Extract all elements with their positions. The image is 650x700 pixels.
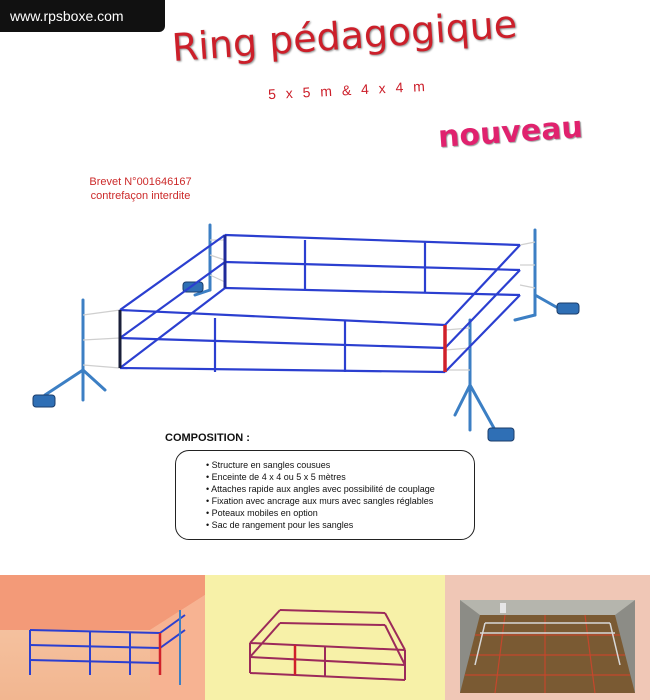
rope-right-top [445, 245, 520, 325]
site-url-badge[interactable]: www.rpsboxe.com [0, 0, 165, 32]
composition-item: • Fixation avec ancrage aux murs avec sangles réglables [206, 495, 464, 507]
page-title: Ring pédagogique [170, 1, 519, 70]
composition-item: • Attaches rapide aux angles avec possibilité de couplage [206, 483, 464, 495]
rope-back-top [225, 235, 520, 245]
composition-heading: COMPOSITION : [165, 432, 250, 444]
composition-list [206, 459, 464, 531]
ring-illustration [25, 220, 585, 450]
rope-right-low [445, 295, 520, 372]
composition-item: • Poteaux mobiles en option [206, 507, 464, 519]
rope-right-mid [445, 270, 520, 348]
composition-item: • Structure en sangles cousues [206, 459, 464, 471]
patent-number: Brevet N°001646167 [89, 176, 192, 188]
rope-front-mid [120, 338, 445, 348]
rope-back-mid [225, 262, 520, 270]
patent-warning: contrefaçon interdite [90, 190, 191, 202]
photo-ring-yellow-background [205, 575, 445, 700]
composition-box [175, 450, 475, 540]
photo-ring-room-render [445, 575, 650, 700]
new-badge: nouveau [436, 109, 584, 156]
patent-notice [68, 175, 213, 203]
rope-front-low [120, 368, 445, 372]
post-base-front-right [488, 428, 514, 441]
page-subtitle: 5 x 5 m & 4 x 4 m [267, 77, 429, 103]
rope-front-top [120, 310, 445, 325]
composition-item: • Enceinte de 4 x 4 ou 5 x 5 mètres [206, 471, 464, 483]
photo-ring-wall-corner [0, 575, 205, 700]
post-base-back-right [557, 303, 579, 314]
post-base-front-left [33, 395, 55, 407]
composition-item: • Sac de rangement pour les sangles [206, 519, 464, 531]
